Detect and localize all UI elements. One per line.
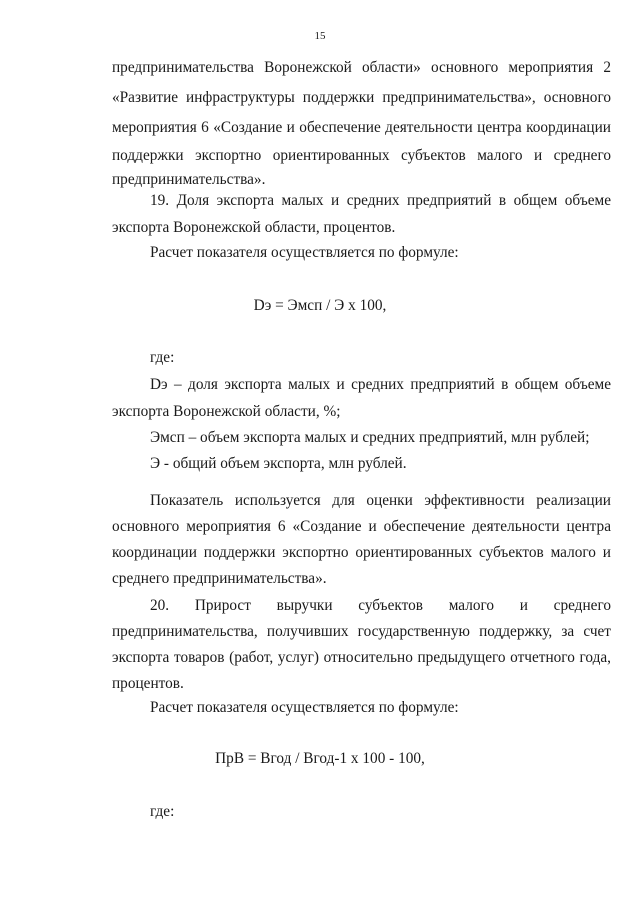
usage-line-1: Показатель используется для оценки эффективности реализации	[150, 492, 611, 509]
item20-word: субъектов	[358, 597, 423, 614]
item20-word: среднего	[553, 597, 611, 614]
def-emsp: Эмсп – объем экспорта малых и средних предприятий, млн рублей;	[150, 429, 590, 446]
formula-2: ПрВ = Вгод / Вгод-1 х 100 - 100,	[215, 750, 425, 767]
para1-line-2: «Развитие инфраструктуры поддержки предпринимательства», основного	[112, 89, 611, 106]
item20-word: выручки	[276, 597, 333, 614]
item20-word: и	[519, 597, 528, 614]
def-e: Э - общий объем экспорта, млн рублей.	[150, 455, 407, 472]
where-label-2: где:	[150, 803, 175, 820]
item20-line-4: процентов.	[112, 675, 184, 692]
def-d-line-1: Dэ – доля экспорта малых и средних предприятий в общем объеме	[150, 376, 611, 393]
para1-line-1: предпринимательства Воронежской области» основного мероприятия 2	[112, 59, 611, 76]
item20-word: малого	[448, 597, 495, 614]
usage-line-2: основного мероприятия 6 «Создание и обеспечение деятельности центра	[112, 518, 611, 535]
item19-line-2: экспорта Воронежской области, процентов.	[112, 219, 396, 236]
where-label-1: где:	[150, 349, 175, 366]
item20-line-2: предпринимательства, получивших государственную поддержку, за счет	[112, 623, 611, 640]
calc-label-1: Расчет показателя осуществляется по формуле:	[150, 244, 459, 261]
page-number: 15	[314, 30, 326, 42]
calc-label-2: Расчет показателя осуществляется по формуле:	[150, 699, 459, 716]
item20-word: 20.	[150, 597, 170, 614]
usage-line-4: среднего предпринимательства».	[112, 570, 327, 587]
def-d-line-2: экспорта Воронежской области, %;	[112, 403, 341, 420]
item19-line-1: 19. Доля экспорта малых и средних предприятий в общем объеме	[150, 192, 611, 209]
item20-line-3: экспорта товаров (работ, услуг) относительно предыдущего отчетного года,	[112, 649, 611, 666]
para1-line-3: мероприятия 6 «Создание и обеспечение деятельности центра координации	[112, 119, 611, 136]
usage-line-3: координации поддержки экспортно ориентированных субъектов малого и	[112, 544, 611, 561]
item20-word: Прирост	[194, 597, 251, 614]
formula-1: Dэ = Эмсп / Э х 100,	[253, 297, 387, 314]
para1-line-4: поддержки экспортно ориентированных субъектов малого и среднего	[112, 147, 611, 164]
item20-line-1	[150, 596, 611, 616]
para1-line-5: предпринимательства».	[112, 171, 266, 188]
